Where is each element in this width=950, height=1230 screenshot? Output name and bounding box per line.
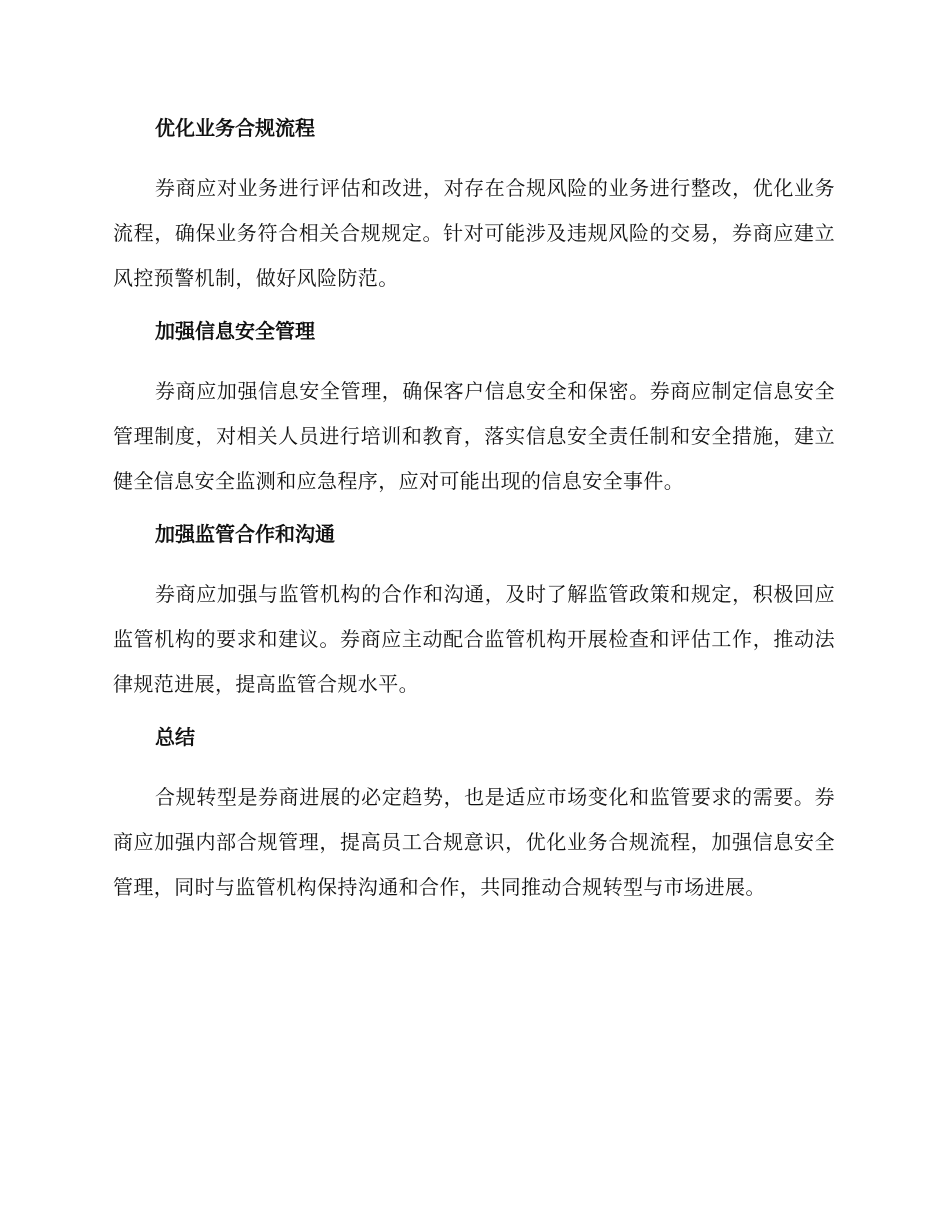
section-heading: 加强监管合作和沟通 — [155, 522, 335, 546]
section-paragraph: 券商应加强信息安全管理，确保客户信息安全和保密。券商应制定信息安全管理制度，对相关人员进行培训和教育，落实信息安全责任制和安全措施，建立健全信息安全监测和应急程序，应对可能出现的信息安全事件。 — [113, 379, 835, 493]
section-paragraph: 合规转型是券商进展的必定趋势，也是适应市场变化和监管要求的需要。券商应加强内部合规管理，提高员工合规意识，优化业务合规流程，加强信息安全管理，同时与监管机构保持沟通和合作，共同推动合规转型与市场进展。 — [113, 785, 835, 899]
section-info-security — [113, 315, 835, 504]
section-heading: 优化业务合规流程 — [155, 116, 315, 140]
document-content — [113, 112, 835, 924]
section-regulatory-cooperation — [113, 518, 835, 707]
section-heading: 总结 — [155, 725, 195, 749]
section-paragraph: 券商应对业务进行评估和改进，对存在合规风险的业务进行整改，优化业务流程，确保业务符合相关合规规定。针对可能涉及违规风险的交易，券商应建立风控预警机制，做好风险防范。 — [113, 176, 835, 290]
section-paragraph: 券商应加强与监管机构的合作和沟通，及时了解监管政策和规定，积极回应监管机构的要求和建议。券商应主动配合监管机构开展检查和评估工作，推动法律规范进展，提高监管合规水平。 — [113, 582, 835, 696]
section-summary — [113, 721, 835, 910]
section-business-compliance — [113, 112, 835, 301]
section-heading: 加强信息安全管理 — [155, 319, 315, 343]
